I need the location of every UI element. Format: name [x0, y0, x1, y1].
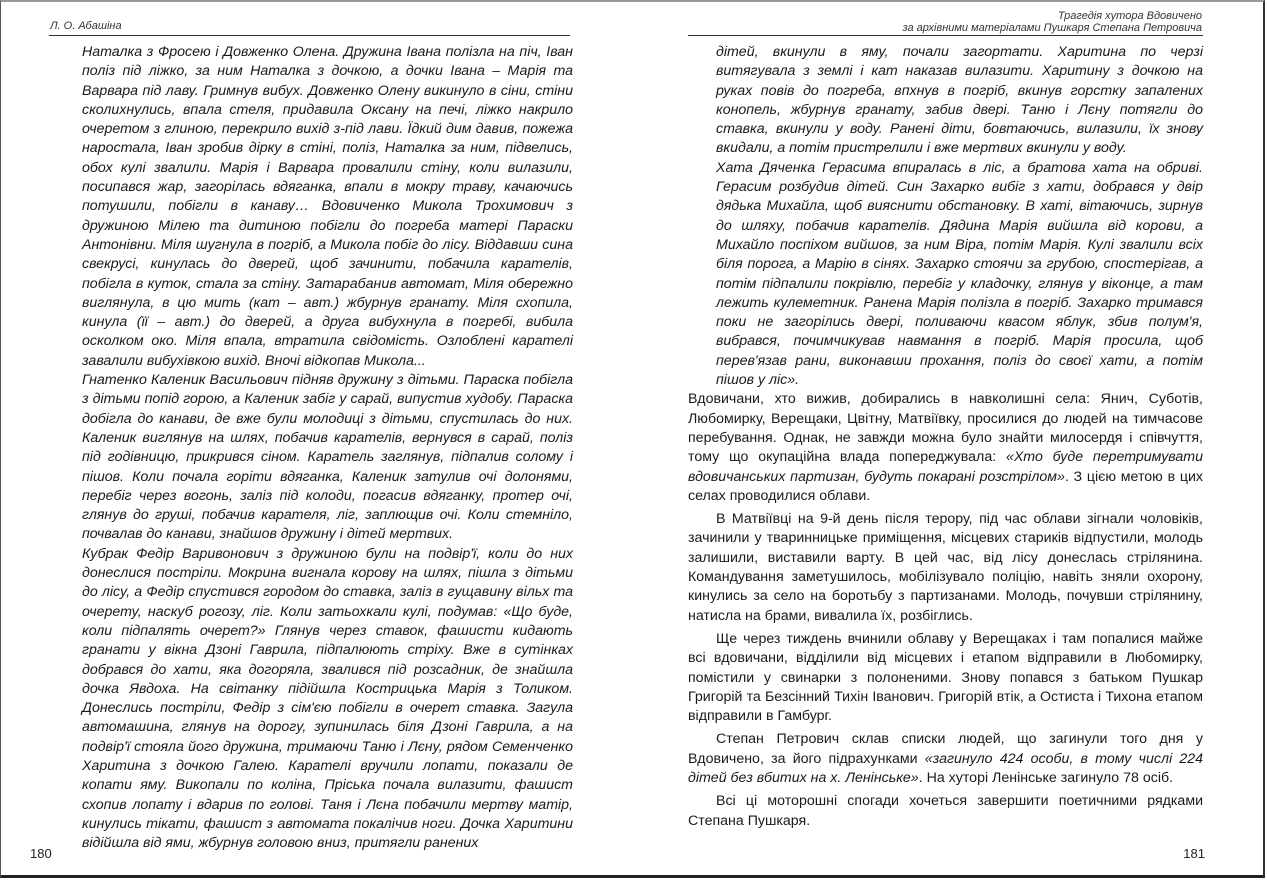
- paragraph: Всі ці моторошні спогади хочеться завершити поетичними рядками Степана Пушкаря.: [688, 793, 1203, 829]
- header-rule: [49, 35, 570, 36]
- paragraph: Наталка з Фросею і Довженко Олена. Дружина Івана полізла на піч, Іван поліз під ліжко, за ним Наталка з дочкою, а дочки Івана – Марія та Варвара під лаву. Гримнув вибух. Довженко Олену викинуло в сіни, стіни сколихнулись, впала стеля, придавила Оксану на печі, ліжко накрило очеретом з глиною, перекрило вихід з-під лави. Їдкий дим давив, пожежа наростала, Іван зробив дірку в стіні, поліз, Наталка за ним, підвелись, обох кулі звалили. Марія і Варвара провалили стіну, коли вилазили, посипався жар, загорілась вдяганка, впали в мокру траву, качаючись потушили, побігли в канаву… Вдовиченко Микола Трохимович з дружиною Мілею та дитиною побігли до погреба матері Параски Антонівни. Міля шугнула в погріб, а Микола побіг до лісу. Віддавши сина свекрусі, кинулась до дверей, щоб зачинити, побачила карателів, побігла в куток, стала за стіну. Затарабанив автомат, Міля обережно виглянула, в цю мить (кат – авт.) жбурнув гранату. Міля схопила, кинула (її – авт.) до дверей, а друга вибухнула в погребі, вибила осколком око. Міля впала, втратила свідомість. Озлоблені карателі завалили вибухівкою вихід. Вночі відкопав Микола...: [82, 44, 573, 369]
- quote-paragraph: дітей, вкинули в яму, почали загортати. Харитина по черзі витягувала з землі і кат наказав вилазити. Харитину з дочкою на руках повів до погреба, впхнув в погріб, вкинув горстку запалених конопель, жбурнув гранату, забив двері. Таню і Лєну потягли до ставка, вкинули у воду. Ранені діти, бовтаючись, вилазили, їх знову вкидали, а потім пристрелили і вже мертвих вкинули у воду.: [716, 44, 1203, 157]
- left-page: [0, 0, 633, 881]
- paragraph: Степан Петрович склав списки людей, що загинули того дня у Вдовичено, за його підрахунками «загинуло 424 особи, в тому числі 224 дітей без вбитих на х. Ленінське». На хуторі Ленінське загинуло 78 осіб.: [688, 731, 1203, 786]
- page-number: 181: [1183, 846, 1205, 861]
- left-page-body: [82, 43, 573, 853]
- paragraph: Вдовичани, хто вижив, добирались в навколишні села: Янич, Суботів, Любомирку, Верещаки, Цвітну, Матвіївку, просилися до людей на тимчасове перебування. Однак, не завжди можна було знайти милосердя і співчуття, тому що окупаційна влада попереджувала: «Хто буде перетримувати вдовичанських партизан, будуть покарані розстрілом». З цією метою в цих селах проводилися облави.: [688, 391, 1203, 504]
- inline-quote: «загинуло 424 особи, в тому числі 224 дітей без вбитих на х. Ленінське»: [688, 750, 1203, 786]
- right-page: [633, 0, 1267, 881]
- header-rule: [688, 35, 1203, 36]
- paragraph: Кубрак Федір Варивонович з дружиною були на подвір'ї, коли до них донеслися постріли. Мокрина вигнала корову на шлях, пішла з дітьми до лісу, а Федір спустився городом до ставка, заліз в гущавину вільх та очерету, наскуб рогозу, ліг. Коли затьохкали кулі, подумав: «Що буде, коли підпалять очерет?» Глянув через ставок, фашисти кидають гранати у вікна Дзоні Гаврила, підпалюють стріху. Вже в сутінках добрався до хати, яка догоряла, звалився під розсадник, де знайшла дочка Явдоха. На світанку підійшла Кострицька Марія з Толиком. Донеслись постріли, Федір з сім'єю побігли в очерет ставка. Загула автомашина, глянув на дорогу, зупинилась біля Дзоні Гаврила, а на подвір'ї стояла його дружина, тримаючи Таню і Лєну, рядом Семенченко Харитина з дочкою Галею. Карателі вручили лопати, показали де копати яму. Викопали по коліна, Пріська почала вилазити, фашист схопив лопату і вдарив по голові. Таня і Лєна побачили мертву матір, кинулись тікати, фашист з автомата покалічив ноги. Дочка Харитини відійшла від ями, жбурнув головою вниз, притягли ранених: [82, 545, 573, 852]
- running-head-line-2: за архівними матеріалами Пушкаря Степана Петровича: [902, 22, 1202, 34]
- page-number: 180: [30, 846, 52, 861]
- running-head-line-1: Трагедія хутора Вдовичено: [1057, 10, 1202, 22]
- right-page-body: [688, 43, 1203, 831]
- quote-paragraph: Хата Дяченка Герасима впиралась в ліс, а братова хата на обриві. Герасим розбудив дітей. Син Захарко вибіг з хати, добрався у двір дядька Михайла, щоб вияснити обстановку. В хаті, вітаючись, зирнув до шляху, побачив карателів. Дядина Марія вийшла від корови, а Михайло поспіхом вийшов, за ним Віра, потім Марія. Кулі звалили всіх біля порога, а Марію в сінях. Захарко стоячи за грубою, спостерігав, а потім підпалили покрівлю, перебіг у кладочку, глянув у віконце, а там лежить кулеметник. Ранена Марія полізла в погріб. Захарко тримався поки не загорілись двері, поливаючи квасом яблук, збив полум'я, вибрався, почимчикував навмання в погріб. Марія просила, щоб перев'язав рани, виконавши прохання, поліз до своєї хати, а потім пішов у ліс».: [716, 159, 1203, 389]
- running-head-title: [902, 10, 1202, 34]
- inline-quote: «Хто буде перетримувати вдовичанських партизан, будуть покарані розстрілом»: [688, 449, 1203, 485]
- paragraph: Гнатенко Каленик Васильович підняв дружину з дітьми. Параска побігла з дітьми попід горою, а Каленик забіг у сарай, випустив худобу. Параска добігла до канави, де вже були молодиці з дітьми, спустилась до них. Каленик виглянув на шлях, побачив карателів, вернувся в сарай, поліз під годівницю, прикрився сіном. Каратель заглянув, підпалив солому і пішов. Коли почала горіти вдяганка, Каленик затулив очі долонями, перебіг через вогонь, заліз під колоди, погасив вдяганку, протер очі, глянув до груші, побачив карателя, ліг, заплющив очі. Коли стемніло, почвалав до канави, знайшов дружину і дітей мертвих.: [82, 372, 573, 543]
- running-head-author: Л. О. Абашіна: [50, 20, 122, 32]
- paragraph: В Матвіївці на 9-й день після терору, під час облави зігнали чоловіків, зачинили у тваринницьке приміщення, місцевих стариків відпустили, молодь залишили, виставили варту. В цей час, від лісу донеслась стрілянина. Командування заметушилось, мобілізувало поліцію, навіть зняли охорону, кинулись за село на боротьбу з партизанами. Молодь, почувши стрілянину, натисла на брами, вивалила їх, розбіглись.: [688, 511, 1203, 624]
- paragraph: Ще через тиждень вчинили облаву у Верещаках і там попалися майже всі вдовичани, відділили від місцевих і етапом відправили в Любомирку, помістили у свинарки з полоненими. Знову попався з батьком Пушкар Григорій та Безсінний Тихін Іванович. Григорій втік, а Остиста і Тихона етапом відправили в Гамбург.: [688, 630, 1203, 725]
